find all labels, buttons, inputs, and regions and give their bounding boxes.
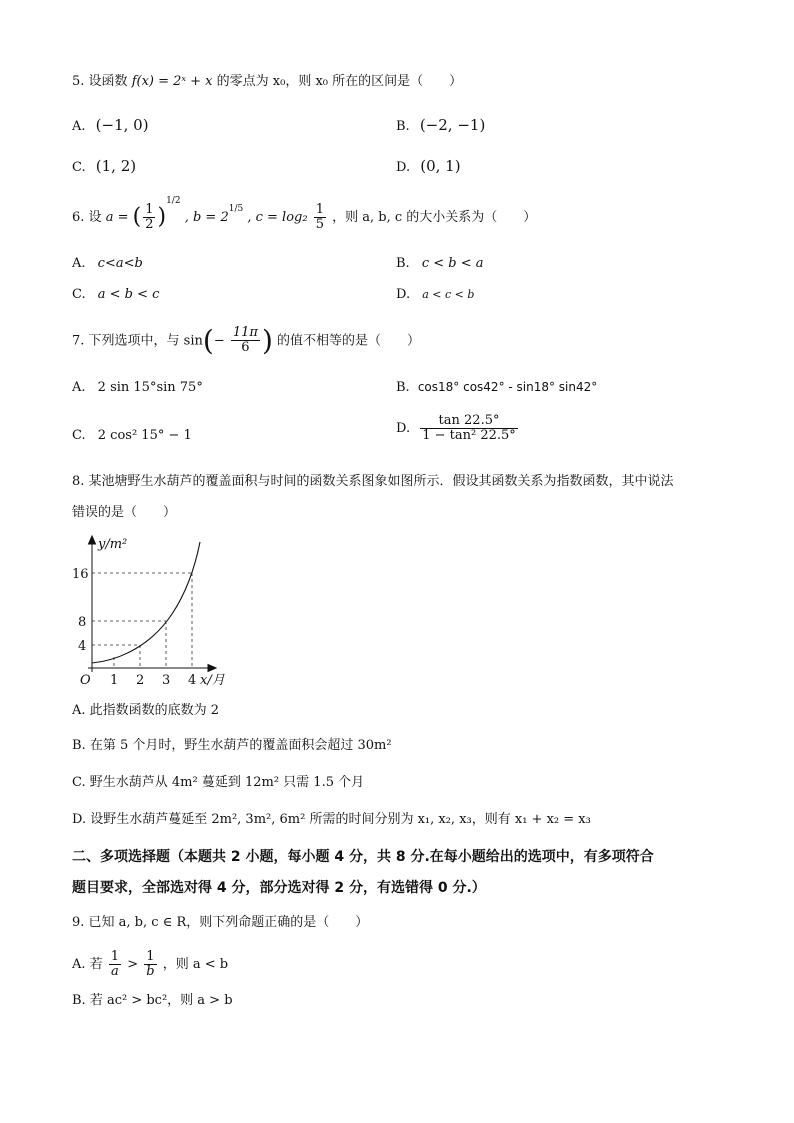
q5-option-b-value: (−2, −1) bbox=[419, 116, 486, 134]
q6-fifth-fraction: $\frac{1}{5}$ bbox=[315, 201, 324, 232]
q8-stem-line2: 错误的是（ ） bbox=[72, 505, 177, 520]
q5-option-d-label: D. bbox=[396, 160, 411, 175]
x-axis-arrow bbox=[208, 665, 216, 672]
q8-option-a: A. 此指数函数的底数为 2 bbox=[72, 703, 220, 718]
q7-option-c-label: C. bbox=[72, 428, 86, 443]
q6-b-expr: , b = 2 bbox=[184, 210, 229, 225]
q6-option-d-value: a < c < b bbox=[422, 288, 475, 301]
graph-x-label: x/月 bbox=[200, 673, 225, 688]
q6-option-c bbox=[72, 287, 159, 303]
q5-option-b bbox=[396, 116, 485, 135]
q7-option-d-label: D. bbox=[396, 421, 411, 436]
graph-y-label: y/m² bbox=[98, 537, 128, 552]
q7-stem: 7. 下列选项中，与 sin(− $\frac{11\pi}{6}$ ) 的值不相等的是（ ） bbox=[72, 324, 421, 357]
q7-negative-sign: − bbox=[213, 333, 225, 349]
x-tick-1: 1 bbox=[110, 673, 119, 688]
q6-option-c-value: a < b < c bbox=[97, 287, 160, 302]
q7-option-b bbox=[396, 380, 597, 396]
q5-stem-prefix: 5. 设函数 bbox=[72, 74, 128, 89]
q5-option-a-value: (−1, 0) bbox=[95, 116, 149, 134]
q7-option-a-value: 2 sin 15°sin 75° bbox=[97, 380, 203, 395]
q6-option-a bbox=[72, 256, 143, 272]
q9-option-a-gt: > bbox=[127, 957, 139, 972]
q6-option-b bbox=[396, 256, 484, 272]
q6-option-b-value: c < b < a bbox=[421, 256, 484, 271]
q6-a-exponent: 1/2 bbox=[166, 196, 181, 206]
section2-heading-line2: 题目要求，全部选对得 4 分，部分选对得 2 分，有选错得 0 分.） bbox=[72, 880, 486, 896]
q6-option-a-label: A. bbox=[72, 256, 86, 271]
q5-stem-suffix: 的零点为 x₀，则 x₀ 所在的区间是（ ） bbox=[216, 74, 463, 89]
q5-option-c-value: (1, 2) bbox=[95, 157, 137, 175]
section2-heading-line1: 二、多项选择题（本题共 2 小题，每小题 4 分，共 8 分.在每小题给出的选项中，有多项符合 bbox=[72, 849, 654, 865]
q5-stem bbox=[72, 74, 462, 90]
q6-b-exponent: 1/5 bbox=[228, 204, 244, 214]
q7-option-b-value: cos18° cos42° - sin18° sin42° bbox=[417, 380, 598, 394]
q8-option-c: C. 野生水葫芦从 4m² 蔓延到 12m² 只需 1.5 个月 bbox=[72, 775, 365, 790]
q8-stem-line1: 8. 某池塘野生水葫芦的覆盖面积与时间的函数关系图象如图所示．假设其函数关系为指数函数，其中说法 bbox=[72, 474, 674, 489]
q6-option-d bbox=[396, 287, 474, 303]
x-tick-3: 3 bbox=[162, 673, 171, 688]
q7-option-a-label: A. bbox=[72, 380, 86, 395]
q6-option-b-label: B. bbox=[396, 256, 410, 271]
graph-origin-label: O bbox=[80, 673, 91, 688]
q6-option-d-label: D. bbox=[396, 287, 411, 302]
q7-option-c bbox=[72, 428, 192, 444]
q7-option-b-label: B. bbox=[396, 380, 410, 395]
q5-option-d bbox=[396, 157, 461, 176]
q6-half-fraction: $\frac{1}{2}$ bbox=[145, 201, 154, 232]
y-tick-4: 4 bbox=[78, 639, 87, 654]
y-axis-arrow bbox=[89, 536, 96, 544]
q5-option-d-value: (0, 1) bbox=[420, 157, 461, 175]
q7-option-d bbox=[396, 414, 520, 444]
q6-stem: 6. 设 a = ( $\frac{1}{2}$ )$^{1/2}$ , $b = 2^{1/5}$ , c = log₂ $\frac{1}{5}$ ，则 a, b, c 的大小关系为（ ） bbox=[72, 196, 537, 232]
q5-option-b-label: B. bbox=[396, 119, 410, 134]
q9-option-a-prefix: A. 若 bbox=[72, 957, 103, 972]
q9-option-a bbox=[72, 950, 228, 980]
q5-option-c bbox=[72, 157, 136, 176]
q5-option-c-label: C. bbox=[72, 160, 86, 175]
q6-option-c-label: C. bbox=[72, 287, 86, 302]
q6-stem-prefix: 6. 设 bbox=[72, 210, 102, 225]
q9-stem: 9. 已知 a, b, c ∈ R，则下列命题正确的是（ ） bbox=[72, 915, 369, 930]
q9-option-b: B. 若 ac² > bc²，则 a > b bbox=[72, 993, 233, 1008]
q5-option-a-label: A. bbox=[72, 119, 86, 134]
q8-exponential-graph bbox=[72, 532, 252, 692]
q9-option-a-frac1: $\frac{1}{a}$ bbox=[110, 949, 120, 980]
q6-c-expr: , c = log₂ bbox=[247, 210, 308, 225]
q7-fraction: $\frac{11\pi}{6}$ bbox=[232, 325, 258, 356]
x-tick-2: 2 bbox=[136, 673, 145, 688]
q9-option-a-frac2: $\frac{1}{b}$ bbox=[146, 949, 155, 980]
q7-option-c-value: 2 cos² 15° − 1 bbox=[97, 428, 192, 443]
x-tick-4: 4 bbox=[188, 673, 197, 688]
q7-stem-prefix: 7. 下列选项中，与 sin bbox=[72, 333, 203, 349]
q7-option-a bbox=[72, 380, 203, 396]
q7-option-d-fraction: $\frac{\tan 22.5^\circ}{\text{1 − tan² 22.5°}}$ bbox=[422, 413, 516, 444]
q8-option-b: B. 在第 5 个月时，野生水葫芦的覆盖面积会超过 30m² bbox=[72, 738, 392, 753]
q9-option-a-suffix: ，则 a < b bbox=[162, 957, 229, 972]
q6-stem-suffix: ，则 a, b, c 的大小关系为（ ） bbox=[332, 210, 537, 225]
exponential-curve bbox=[92, 542, 200, 663]
q5-function: f(x) = 2ˣ + x bbox=[131, 74, 213, 89]
q6-a-lhs: a = bbox=[105, 210, 129, 225]
y-tick-8: 8 bbox=[78, 615, 87, 630]
q6-option-a-value: c<a<b bbox=[97, 256, 143, 271]
q8-option-d: D. 设野生水葫芦蔓延至 2m², 3m², 6m² 所需的时间分别为 x₁, x₂, x₃，则有 x₁ + x₂ = x₃ bbox=[72, 812, 591, 827]
q5-option-a bbox=[72, 116, 149, 135]
y-tick-16: 16 bbox=[72, 567, 89, 582]
q7-stem-suffix: 的值不相等的是（ ） bbox=[277, 333, 421, 349]
